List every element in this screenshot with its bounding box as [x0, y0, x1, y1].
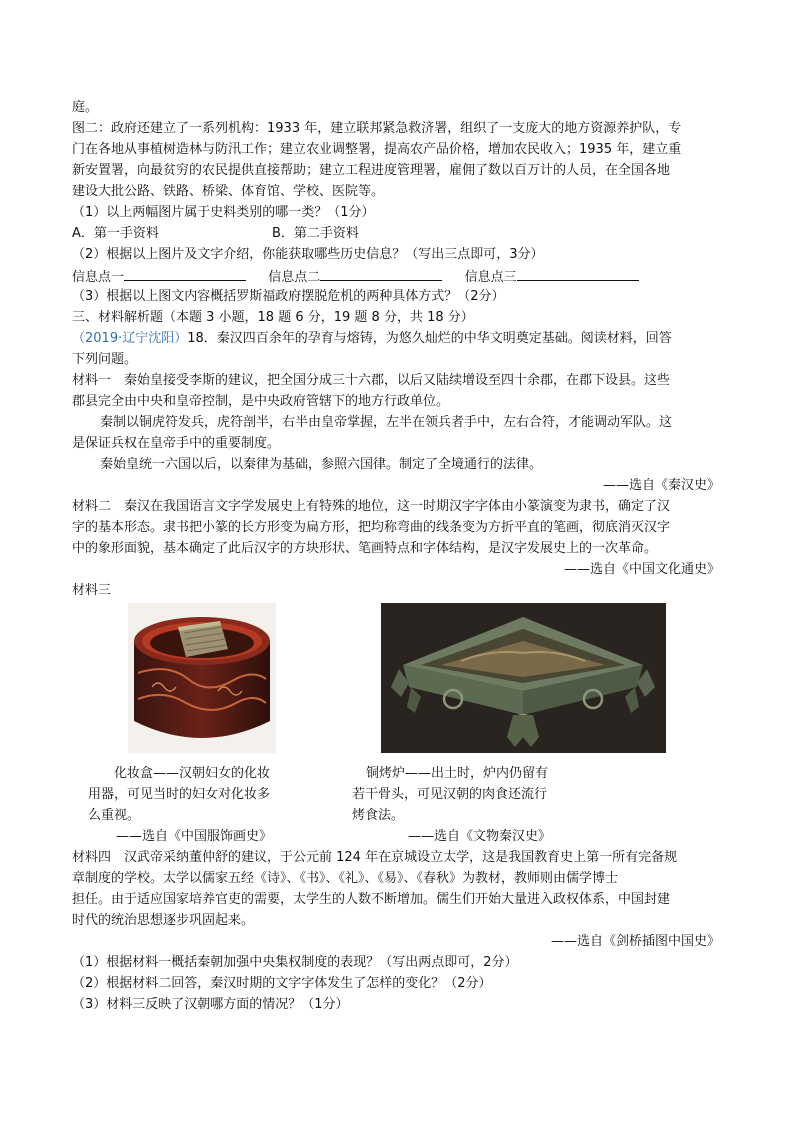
caption-left-line: 么重视。 [88, 808, 141, 823]
option-a: A．第一手资料 [72, 226, 159, 241]
caption-left-line: 用器，可见当时的妇女对化妆多 [88, 787, 271, 802]
answer-blank-2[interactable] [320, 266, 442, 281]
caption-left-line: 化妆盒——汉朝妇女的化妆 [114, 766, 271, 781]
caption-left-source: ——选自《中国服饰画史》 [116, 829, 273, 844]
material-2-line: 材料二 秦汉在我国语言文字学发展史上有特殊的地位，这一时期汉字字体由小篆演变为隶书，确定了汉 [72, 499, 671, 514]
material-3-label: 材料三 [72, 583, 112, 598]
material-2-line: 中的象形面貌，基本确定了此后汉字的方块形状、笔画特点和字体结构，是汉字发展史上的一次革命。 [72, 541, 658, 556]
text-line: 门在各地从事植树造林与防汛工作；建立农业调整署，提高农产品价格，增加农民收入；1935 年，建立重 [72, 142, 682, 157]
sub-question-1: （1）根据材料一概括秦朝加强中央集权制度的表现？（写出两点即可，2分） [72, 955, 518, 970]
material-1-line: 是保证兵权在皇帝手中的重要制度。 [72, 436, 281, 451]
info-point-1-label: 信息点一 [72, 270, 125, 285]
material-1-line: 秦始皇统一六国以后，以秦律为基础，参照六国律。制定了全境通行的法律。 [100, 457, 543, 472]
sub-question-3: （3）材料三反映了汉朝哪方面的情况？（1分） [72, 997, 349, 1012]
info-point-2-label: 信息点二 [268, 270, 321, 285]
material-1-line: 材料一 秦始皇接受李斯的建议，把全国分成三十六郡，以后又陆续增设至四十余郡，在郡下设县。这些 [72, 373, 671, 388]
caption-right-line: 若干骨头，可见汉朝的肉食还流行 [352, 787, 548, 802]
bronze-roaster-illustration [381, 603, 666, 753]
cosmetic-box-illustration [128, 603, 276, 753]
bronze-roaster-photo [381, 603, 666, 753]
material-4-line: 材料四 汉武帝采纳董仲舒的建议，于公元前 124 年在京城设立太学，这是我国教育史上第一所有完备规 [72, 850, 678, 865]
material-1-line: 秦制以铜虎符发兵，虎符剖半，右半由皇帝掌握，左半在领兵者手中，左右合符，才能调动军队。这 [100, 415, 673, 430]
caption-right-source: ——选自《文物秦汉史》 [408, 829, 552, 844]
sub-question-2: （2）根据材料二回答，秦汉时期的文字字体发生了怎样的变化？（2分） [72, 976, 492, 991]
material-4-line: 章制度的学校。太学以儒家五经《诗》、《书》、《礼》、《易》、《春秋》为教材，教师则由儒学博士 [72, 871, 619, 886]
answer-blank-3[interactable] [517, 266, 639, 281]
info-point-row [72, 266, 639, 288]
material-2-line: 字的基本形态。隶书把小篆的长方形变为扁方形，把均称弯曲的线条变为方折平直的笔画，彻底消灭汉字 [72, 520, 671, 535]
material-4-source: ——选自《剑桥插图中国史》 [550, 934, 720, 949]
section-heading: 三、材料解析题（本题 3 小题，18 题 6 分，19 题 8 分，共 18 分） [72, 310, 474, 325]
question-3: （3）根据以上图文内容概括罗斯福政府摆脱危机的两种具体方式？（2分） [72, 289, 505, 304]
text-line: 新安置署，向最贫穷的农民提供直接帮助；建立工程进度管理署，雇佣了数以百万计的人员，在全国各地 [72, 163, 671, 178]
answer-blank-1[interactable] [124, 266, 246, 281]
question-18-text: 18．秦汉四百余年的孕育与熔铸，为悠久灿烂的中华文明奠定基础。阅读材料，回答 [187, 331, 672, 346]
info-point-3-label: 信息点三 [464, 270, 517, 285]
caption-right-line: 铜烤炉——出土时，炉内仍留有 [366, 766, 549, 781]
question-18-line [72, 329, 672, 349]
material-4-line: 时代的统治思想逐步巩固起来。 [72, 913, 255, 928]
option-b: B．第二手资料 [272, 226, 359, 241]
question-2: （2）根据以上图片及文字介绍，你能获取哪些历史信息？（写出三点即可，3分） [72, 247, 544, 262]
text-line: 建设大批公路、铁路、桥梁、体育馆、学校、医院等。 [72, 184, 385, 199]
material-4-line: 担任。由于适应国家培养官吏的需要，太学生的人数不断增加。儒生们开始大量进入政权体系，中国封建 [72, 892, 671, 907]
material-2-source: ——选自《中国文化通史》 [563, 562, 720, 577]
material-1-line: 郡县完全由中央和皇帝控制，是中央政府管辖下的地方行政单位。 [72, 394, 450, 409]
text-line: 下列问题。 [72, 352, 138, 367]
text-line: 庭。 [72, 100, 99, 115]
text-line: 图二：政府还建立了一系列机构：1933 年，建立联邦紧急救济署，组织了一支庞大的地方资源养护队，专 [72, 121, 682, 136]
material-1-source: ——选自《秦汉史》 [602, 478, 720, 493]
source-tag: （2019·辽宁沈阳） [72, 331, 188, 346]
question-1: （1）以上两幅图片属于史料类别的哪一类？（1分） [72, 205, 375, 220]
caption-right-line: 烤食法。 [352, 808, 405, 823]
cosmetic-box-photo [128, 603, 276, 753]
